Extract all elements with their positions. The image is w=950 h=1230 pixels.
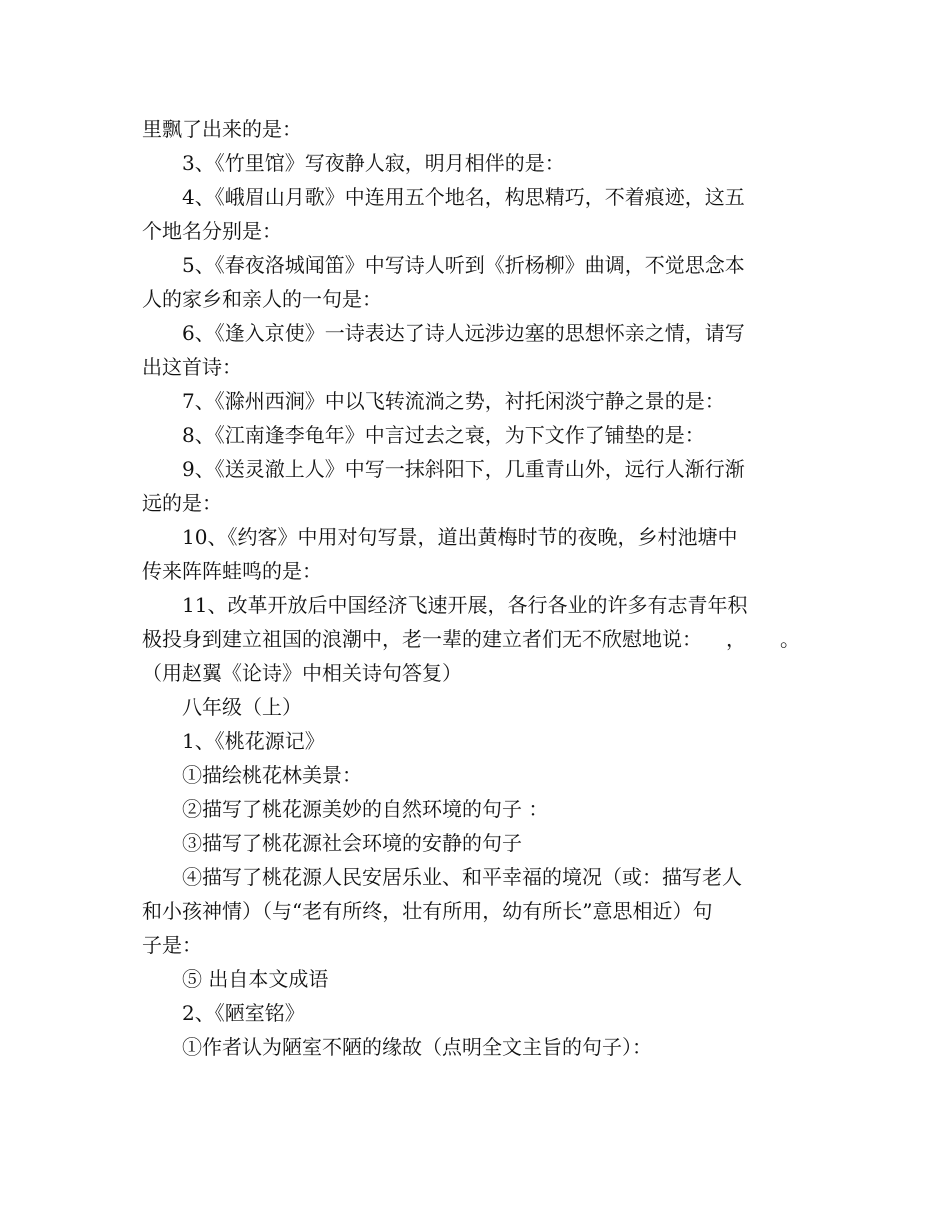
text-line: 出这首诗： [142,355,242,379]
sub-question: ①作者认为陋室不陋的缘故（点明全文主旨的句子）： [182,1035,652,1059]
lesson-title: 2、《陋室铭》 [182,1001,305,1025]
text-line: （用赵翼《论诗》中相关诗句答复） [142,661,462,685]
question-7: 7、《滁州西涧》中以飞转流淌之势，衬托闲淡宁静之景的是： [182,389,725,413]
blank-comma: ， [726,627,746,651]
text-line: 个地名分别是： [142,219,282,243]
question-11: 11、改革开放后中国经济飞速开展，各行各业的许多有志青年积 [182,593,748,617]
sub-question: ④描写了桃花源人民安居乐业、和平幸福的境况（或：描写老人 [182,865,742,889]
question-4: 4、《峨眉山月歌》中连用五个地名，构思精巧，不着痕迹，这五 [182,185,745,209]
text-line [142,622,820,656]
question-3: 3、《竹里馆》写夜静人寂，明月相伴的是： [182,151,565,175]
lesson-title: 1、《桃花源记》 [182,729,325,753]
text-line: 人的家乡和亲人的一句是： [142,287,382,311]
section-heading: 八年级（上） [182,695,302,719]
sub-question: ①描绘桃花林美景： [182,763,362,787]
question-8: 8、《江南逢李龟年》中言过去之衰，为下文作了铺垫的是： [182,423,705,447]
text-line: 传来阵阵蛙鸣的是： [142,559,322,583]
sub-question: ⑤ 出自本文成语 [182,967,329,991]
text-segment: 极投身到建立祖国的浪潮中，老一辈的建立者们无不欣慰地说： [142,627,702,651]
text-line: 和小孩神情）（与“老有所终，壮有所用，幼有所长”意思相近）句 [142,899,713,923]
text-line: 里飘了出来的是： [142,117,302,141]
question-10: 10、《约客》中用对句写景，道出黄梅时节的夜晚，乡村池塘中 [182,525,738,549]
blank-period: 。 [780,627,800,651]
document-page [142,112,820,1064]
question-6: 6、《逢入京使》一诗表达了诗人远涉边塞的思想怀亲之情，请写 [182,321,745,345]
sub-question: ③描写了桃花源社会环境的安静的句子 [182,831,522,855]
sub-question: ②描写了桃花源美妙的自然环境的句子 ： [182,797,549,821]
question-5: 5、《春夜洛城闻笛》中写诗人听到《折杨柳》曲调，不觉思念本 [182,253,745,277]
question-9: 9、《送灵澈上人》中写一抹斜阳下，几重青山外，远行人渐行渐 [182,457,745,481]
text-line: 子是： [142,933,202,957]
text-line: 远的是： [142,491,222,515]
